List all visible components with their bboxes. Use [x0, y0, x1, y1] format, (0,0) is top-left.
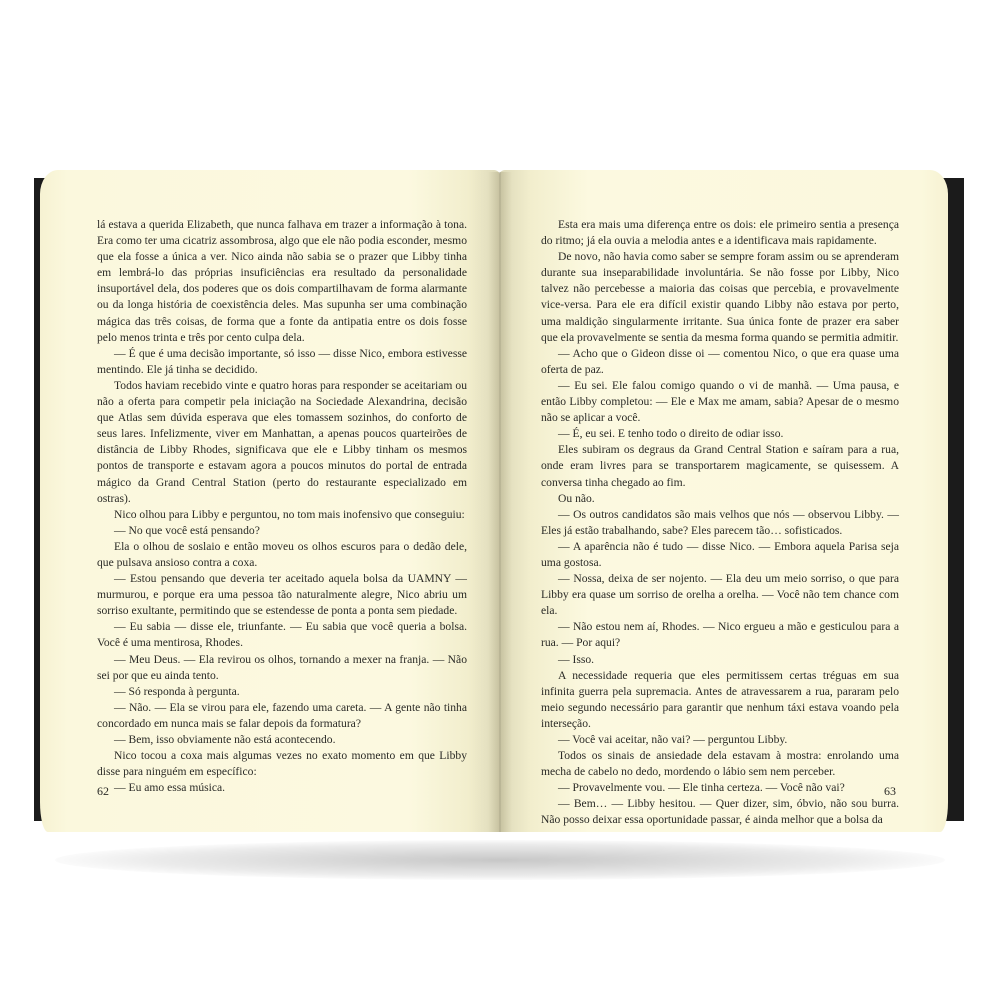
paragraph: — Não. — Ela se virou para ele, fazendo uma careta. — A gente não tinha concordado em nunca mais se falar depois da formatura? — [97, 700, 467, 730]
paragraph: Esta era mais uma diferença entre os dois: ele primeiro sentia a presença do ritmo; já ela ouvia a melodia antes e a identificava mais rapidamente. — [541, 218, 899, 248]
paragraph: — Eu amo essa música. — [114, 781, 226, 795]
right-page — [499, 170, 948, 832]
right-page-text — [541, 217, 899, 829]
paragraph: — Os outros candidatos são mais velhos que nós — observou Libby. — Eles já estão trabalhando, sabe? Eles parecem tão… sofisticados. — [541, 507, 899, 537]
paragraph: lá estava a querida Elizabeth, que nunca falhava em trazer a informação à tona. Era como ter uma cicatriz assombrosa, algo que ele não podia esconder, mesmo que ela fosse a única a ver. Nico ainda não sabia se o prazer que Libby tinha em lembrá-lo das próprias insuficiências era resultado da personalidade insuportável dela, dos poderes que os dois compartilhavam de forma alarmante ou da longa história de coexistência deles. Mas supunha ser uma combinação mágica das três coisas, de forma que a fonte da antipatia entre os dois fosse pelo menos trinta e três por cento culpa dela. — [97, 218, 467, 344]
left-page — [40, 170, 500, 832]
paragraph: Eles subiram os degraus da Grand Central Station e saíram para a rua, onde eram livres para se transportarem magicamente, se quisessem. A conversa tinha chegado ao fim. — [541, 443, 899, 489]
paragraph: — Bem, isso obviamente não está acontecendo. — [114, 733, 336, 746]
paragraph: Todos os sinais de ansiedade dela estavam à mostra: enrolando uma mecha de cabelo no dedo, mordendo o lábio sem nem perceber. — [541, 749, 899, 779]
paragraph: — Provavelmente vou. — Ele tinha certeza. — Você não vai? — [558, 781, 845, 795]
book-shadow — [55, 840, 945, 880]
paragraph: — É, eu sei. E tenho todo o direito de odiar isso. — [558, 427, 784, 441]
paragraph: — Não estou nem aí, Rhodes. — Nico ergueu a mão e gesticulou para a rua. — Por aqui? — [541, 620, 899, 650]
paragraph: — Eu sei. Ele falou comigo quando o vi de manhã. — Uma pausa, e então Libby completou: — Ele e Max me amam, sabia? Apesar de o mesmo não se aplicar a você. — [541, 378, 899, 425]
left-page-text — [97, 217, 467, 796]
paragraph: — Acho que o Gideon disse oi — comentou Nico, o que era quase uma oferta de paz. — [541, 346, 899, 376]
paragraph: A necessidade requeria que eles permitissem certas tréguas em sua infinita guerra pela supremacia. Antes de atravessarem a rua, pararam pelo meio segundo necessário para garantir que nenhum táxi estava voando pela interseção. — [541, 668, 899, 730]
paragraph: — Estou pensando que deveria ter aceitado aquela bolsa da UAMNY — murmurou, e porque era uma pessoa tão naturalmente alegre, Nico abriu um sorriso exultante, permitindo que se estendesse de ponta a ponta sem piedade. — [97, 572, 467, 618]
page-number-left: 62 — [97, 784, 109, 798]
paragraph: Ou não. — [558, 491, 595, 505]
paragraph: — Nossa, deixa de ser nojento. — Ela deu um meio sorriso, o que para Libby era quase um sorriso de orelha a orelha. — Você não tem chance com ela. — [541, 572, 899, 618]
paragraph: — Eu sabia — disse ele, triunfante. — Eu sabia que você queria a bolsa. Você é uma mentirosa, Rhodes. — [97, 620, 467, 650]
paragraph: Nico tocou a coxa mais algumas vezes no exato momento em que Libby disse para ninguém em específico: — [97, 749, 467, 779]
paragraph: — A aparência não é tudo — disse Nico. — Embora aquela Parisa seja uma gostosa. — [541, 539, 899, 569]
paragraph: — Meu Deus. — Ela revirou os olhos, tornando a mexer na franja. — Não sei por que eu ainda tento. — [97, 652, 467, 682]
paragraph: De novo, não havia como saber se sempre foram assim ou se aprenderam durante sua inseparabilidade involuntária. Se não fosse por Libby, Nico talvez não percebesse a maioria das coisas que percebia, e provavelmente vice-versa. Para ele era difícil existir quando Libby não estava por perto, uma maldição singularmente irritante. Sua única fonte de prazer era saber que ela provavelmente se sentia da mesma forma quando se permitia admitir. — [541, 250, 899, 344]
paragraph: — Bem… — Libby hesitou. — Quer dizer, sim, óbvio, não sou burra. Não posso deixar essa oportunidade passar, é ainda melhor que a bolsa da — [541, 797, 899, 827]
paragraph: — No que você está pensando? — [114, 523, 260, 537]
paragraph: — Só responda à pergunta. — [114, 684, 240, 698]
book-gutter — [488, 172, 512, 832]
paragraph: — Você vai aceitar, não vai? — perguntou Libby. — [558, 733, 788, 746]
page-number-right: 63 — [884, 784, 896, 798]
paragraph: Ela o olhou de soslaio e então moveu os olhos escuros para o dedão dele, que pulsava ansioso contra a coxa. — [97, 539, 467, 569]
paragraph: Todos haviam recebido vinte e quatro horas para responder se aceitariam ou não a oferta para competir pela iniciação na Sociedade Alexandrina, decisão que Atlas sem dúvida esperava que eles tomassem sozinhos, do conforto de seus lares. Infelizmente, viver em Manhattan, a apenas poucos quarteirões de distância de Libby Rhodes, significava que ele e Libby tinham os mesmos pontos de transporte e estavam agora a poucos minutos do portal de entrada mágico da Grand Central Station (perto do restaurante especializado em ostras). — [97, 378, 467, 505]
paragraph: — Isso. — [558, 652, 595, 666]
paragraph: Nico olhou para Libby e perguntou, no tom mais inofensivo que conseguiu: — [114, 507, 465, 521]
paragraph: — É que é uma decisão importante, só isso — disse Nico, embora estivesse mentindo. Ele já tinha se decidido. — [97, 346, 467, 376]
